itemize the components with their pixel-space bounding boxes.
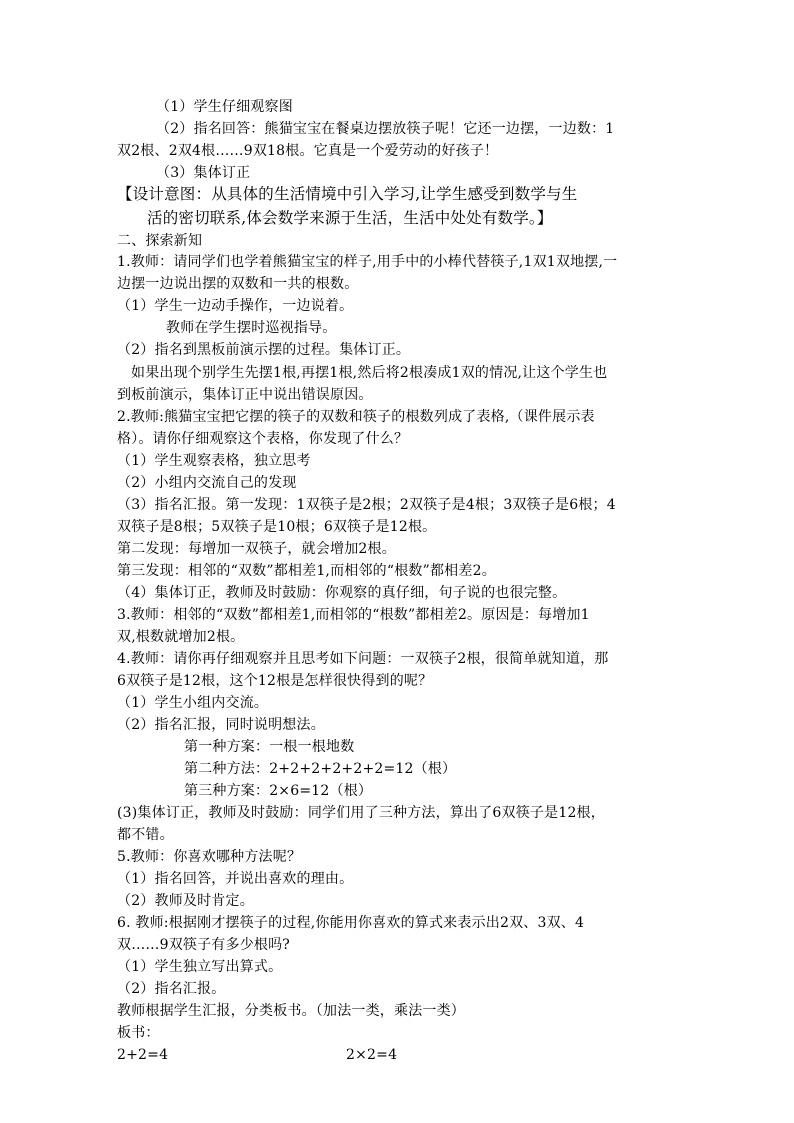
text-line: （2）教师及时肯定。 (117, 893, 254, 909)
text-line: （4）集体订正，教师及时鼓励：你观察的真仔细，句子说的也很完整。 (117, 585, 567, 601)
text-line: 双2根、2双4根……9双18根。它真是一个爱劳动的好孩子！ (117, 143, 499, 159)
text-line: 双……9双筷子有多少根吗? (117, 937, 291, 953)
text-line: 都不错。 (117, 827, 174, 843)
text-line: （1）指名回答，并说出喜欢的理由。 (117, 871, 354, 887)
text-line: 板书： (117, 1025, 160, 1041)
text-line: （2）小组内交流自己的发现 (117, 475, 297, 491)
text-line: （1）学生仔细观察图 (156, 99, 293, 115)
text-line: 第二种方法：2+2+2+2+2+2=12（根） (184, 761, 457, 777)
text-line: 双,根数就增加2根。 (117, 629, 245, 645)
text-line: 5.教师：你喜欢哪种方法呢？ (117, 849, 302, 865)
text-line: （1）学生独立写出算式。 (117, 959, 283, 975)
text-line: 边摆一边说出摆的双数和一共的根数。 (117, 276, 359, 292)
text-line: 6双筷子是12根，这个12根是怎样很快得到的呢？ (117, 673, 433, 689)
text-line: 教师在学生摆时巡视指导。 (166, 320, 337, 336)
text-line: 第三种方案：2×6=12（根） (184, 783, 373, 799)
text-line: 格）。请你仔细观察这个表格，你发现了什么？ (117, 431, 409, 447)
text-line: （3）集体订正 (156, 165, 251, 181)
text-line: 第二发现：每增加一双筷子，就会增加2根。 (117, 541, 396, 557)
text-line: 到板前演示，集体订正中说出错误原因。 (117, 387, 373, 403)
text-line: （2）指名汇报。 (117, 981, 226, 997)
text-line: 6. 教师:根据刚才摆筷子的过程,你能用你喜欢的算式来表示出2双、3双、4 (117, 915, 585, 931)
text-line: （2）指名汇报，同时说明想法。 (117, 717, 325, 733)
design-intent-line: 【设计意图：从具体的生活情境中引入学习,让学生感受到数学与生 (117, 185, 578, 203)
text-line: 3.教师：相邻的“双数”都相差1,而相邻的“根数”都相差2。原因是：每增加1 (117, 607, 590, 623)
text-line: （2）指名到黑板前演示摆的过程。集体订正。 (117, 342, 411, 358)
text-line: （3）指名汇报。第一发现：1双筷子是2根；2双筷子是4根；3双筷子是6根；4 (117, 497, 616, 513)
text-line: 第一种方案：一根一根地数 (184, 739, 355, 755)
text-line: 教师根据学生汇报，分类板书。（加法一类，乘法一类） (117, 1003, 465, 1019)
text-line: 1.教师：请同学们也学着熊猫宝宝的样子,用手中的小棒代替筷子,1双1双地摆,一 (117, 254, 618, 270)
text-line: （1）学生一边动手操作，一边说着。 (117, 298, 354, 314)
section-heading: 二、探索新知 (117, 233, 203, 249)
text-line: 第三发现：相邻的“双数”都相差1,而相邻的“根数”都相差2。 (117, 563, 496, 579)
text-line: 双筷子是8根；5双筷子是10根；6双筷子是12根。 (117, 519, 437, 535)
text-line: （1）学生观察表格，独立思考 (117, 453, 311, 469)
text-line: （2）指名回答：熊猫宝宝在餐桌边摆放筷子呢！它还一边摆，一边数：1 (156, 121, 615, 137)
text-line: （1）学生小组内交流。 (117, 695, 269, 711)
text-line: 如果出现个别学生先摆1根,再摆1根,然后将2根凑成1双的情况,让这个学生也 (131, 365, 608, 381)
text-line: 4.教师：请你再仔细观察并且思考如下问题：一双筷子2根，很简单就知道，那 (117, 651, 609, 667)
design-intent-line: 活的密切联系,体会数学来源于生活，生活中处处有数学。】 (147, 209, 553, 227)
text-line: 2.教师:熊猫宝宝把它摆的筷子的双数和筷子的根数列成了表格,（课件展示表 (117, 409, 595, 425)
formula-addition: 2+2=4 (117, 1047, 169, 1063)
formula-multiplication: 2×2=4 (346, 1047, 398, 1063)
text-line: (3)集体订正，教师及时鼓励：同学们用了三种方法，算出了6双筷子是12根， (117, 805, 605, 821)
